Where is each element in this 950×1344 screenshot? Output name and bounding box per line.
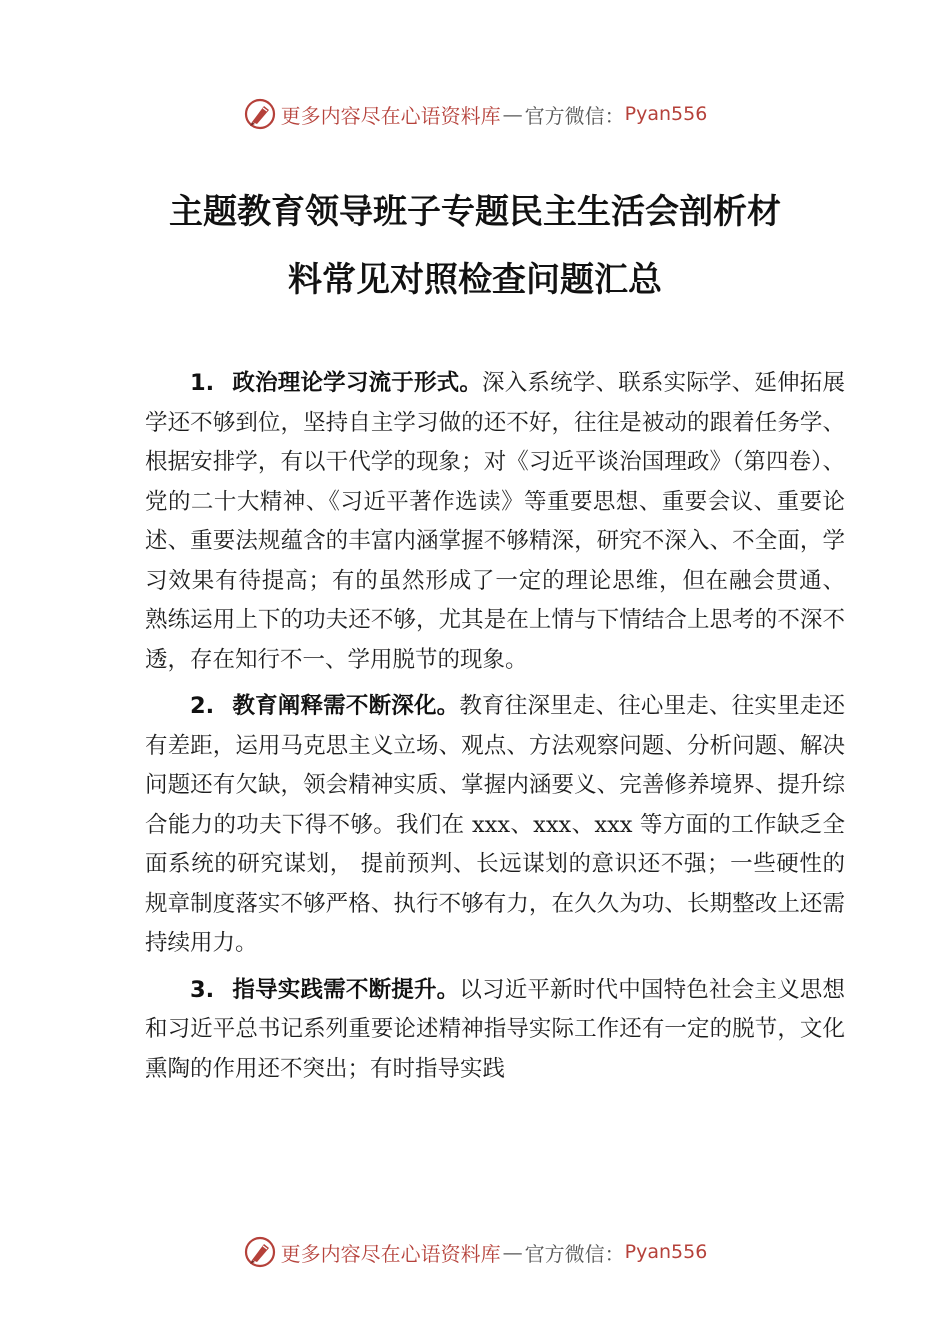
item-number: 1. [190,370,215,396]
title-line-2: 料常见对照检查问题汇总 [288,260,662,300]
item-text: 以习近平新时代中国特色社会主义思想和习近平总书记系列重要论述精神指导实际工作还有一定的脱节，文化熏陶的作用还不突出；有时指导实践 [145,976,845,1082]
item-number: 3. [190,976,215,1003]
banner-wechat-id: Pyan556 [624,103,708,125]
pen-nib-logo-icon [243,97,277,131]
banner-text: 更多内容尽在心语资料库 [280,1241,501,1266]
document-body [145,364,845,1096]
banner-wechat-label: 官方微信： [524,1241,625,1266]
title-line-1: 主题教育领导班子专题民主生活会剖析材 [169,192,781,232]
pen-nib-logo-icon [243,1235,277,1269]
item-text: 深入系统学、联系实际学、延伸拓展学还不够到位，坚持自主学习做的还不好，往往是被动的跟着任务学、根据安排学，有以干代学的现象；对《习近平谈治国理政》（第四卷）、党的二十大精神、《习近平著作选读》等重要思想、重要会议、重要论述、重要法规蕴含的丰富内涵掌握不够精深，研究不深入、不全面，学习效果有待提高；有的虽然形成了一定的理论思维，但在融会贯通、 熟练运用上下的功夫还不够，尤其是在上情与下情结合上思考的不深不透，存在知行不一、学用脱节的现象。 [145,370,845,673]
banner-wechat-label: 官方微信： [524,103,625,128]
item-number: 2. [190,693,215,719]
item-text: 教育往深里走、往心里走、往实里走还有差距，运用马克思主义立场、观点、方法观察问题、分析问题、解决问题还有欠缺，领会精神实质、掌握内涵要义、完善修养境界、提升综合能力的功夫下得不够。我们在 xxx、xxx、xxx 等方面的工作缺乏全面系统的研究谋划， 提前预判、长远谋划的意识还不强；一些硬性的规章制度落实不够严格、执行不够有力，在久久为功、长期整改上还需持续用力。 [145,693,845,956]
banner-separator: — [502,102,523,126]
list-item-3 [145,971,845,1090]
footer-banner [0,1232,950,1272]
item-heading-text: 教育阐释需不断深化。 [232,693,460,719]
document-title [100,178,850,314]
item-heading [190,977,459,1003]
item-heading-text: 政治理论学习流于形式。 [232,370,483,396]
banner-wechat-id: Pyan556 [624,1241,708,1263]
item-heading [190,370,482,396]
item-heading-text: 指导实践需不断提升。 [232,976,460,1003]
list-item-2 [145,687,845,964]
item-heading [190,693,459,719]
list-item-1 [145,364,845,680]
banner-text: 更多内容尽在心语资料库 [280,103,501,128]
banner-separator: — [502,1240,523,1264]
header-banner [0,94,950,134]
